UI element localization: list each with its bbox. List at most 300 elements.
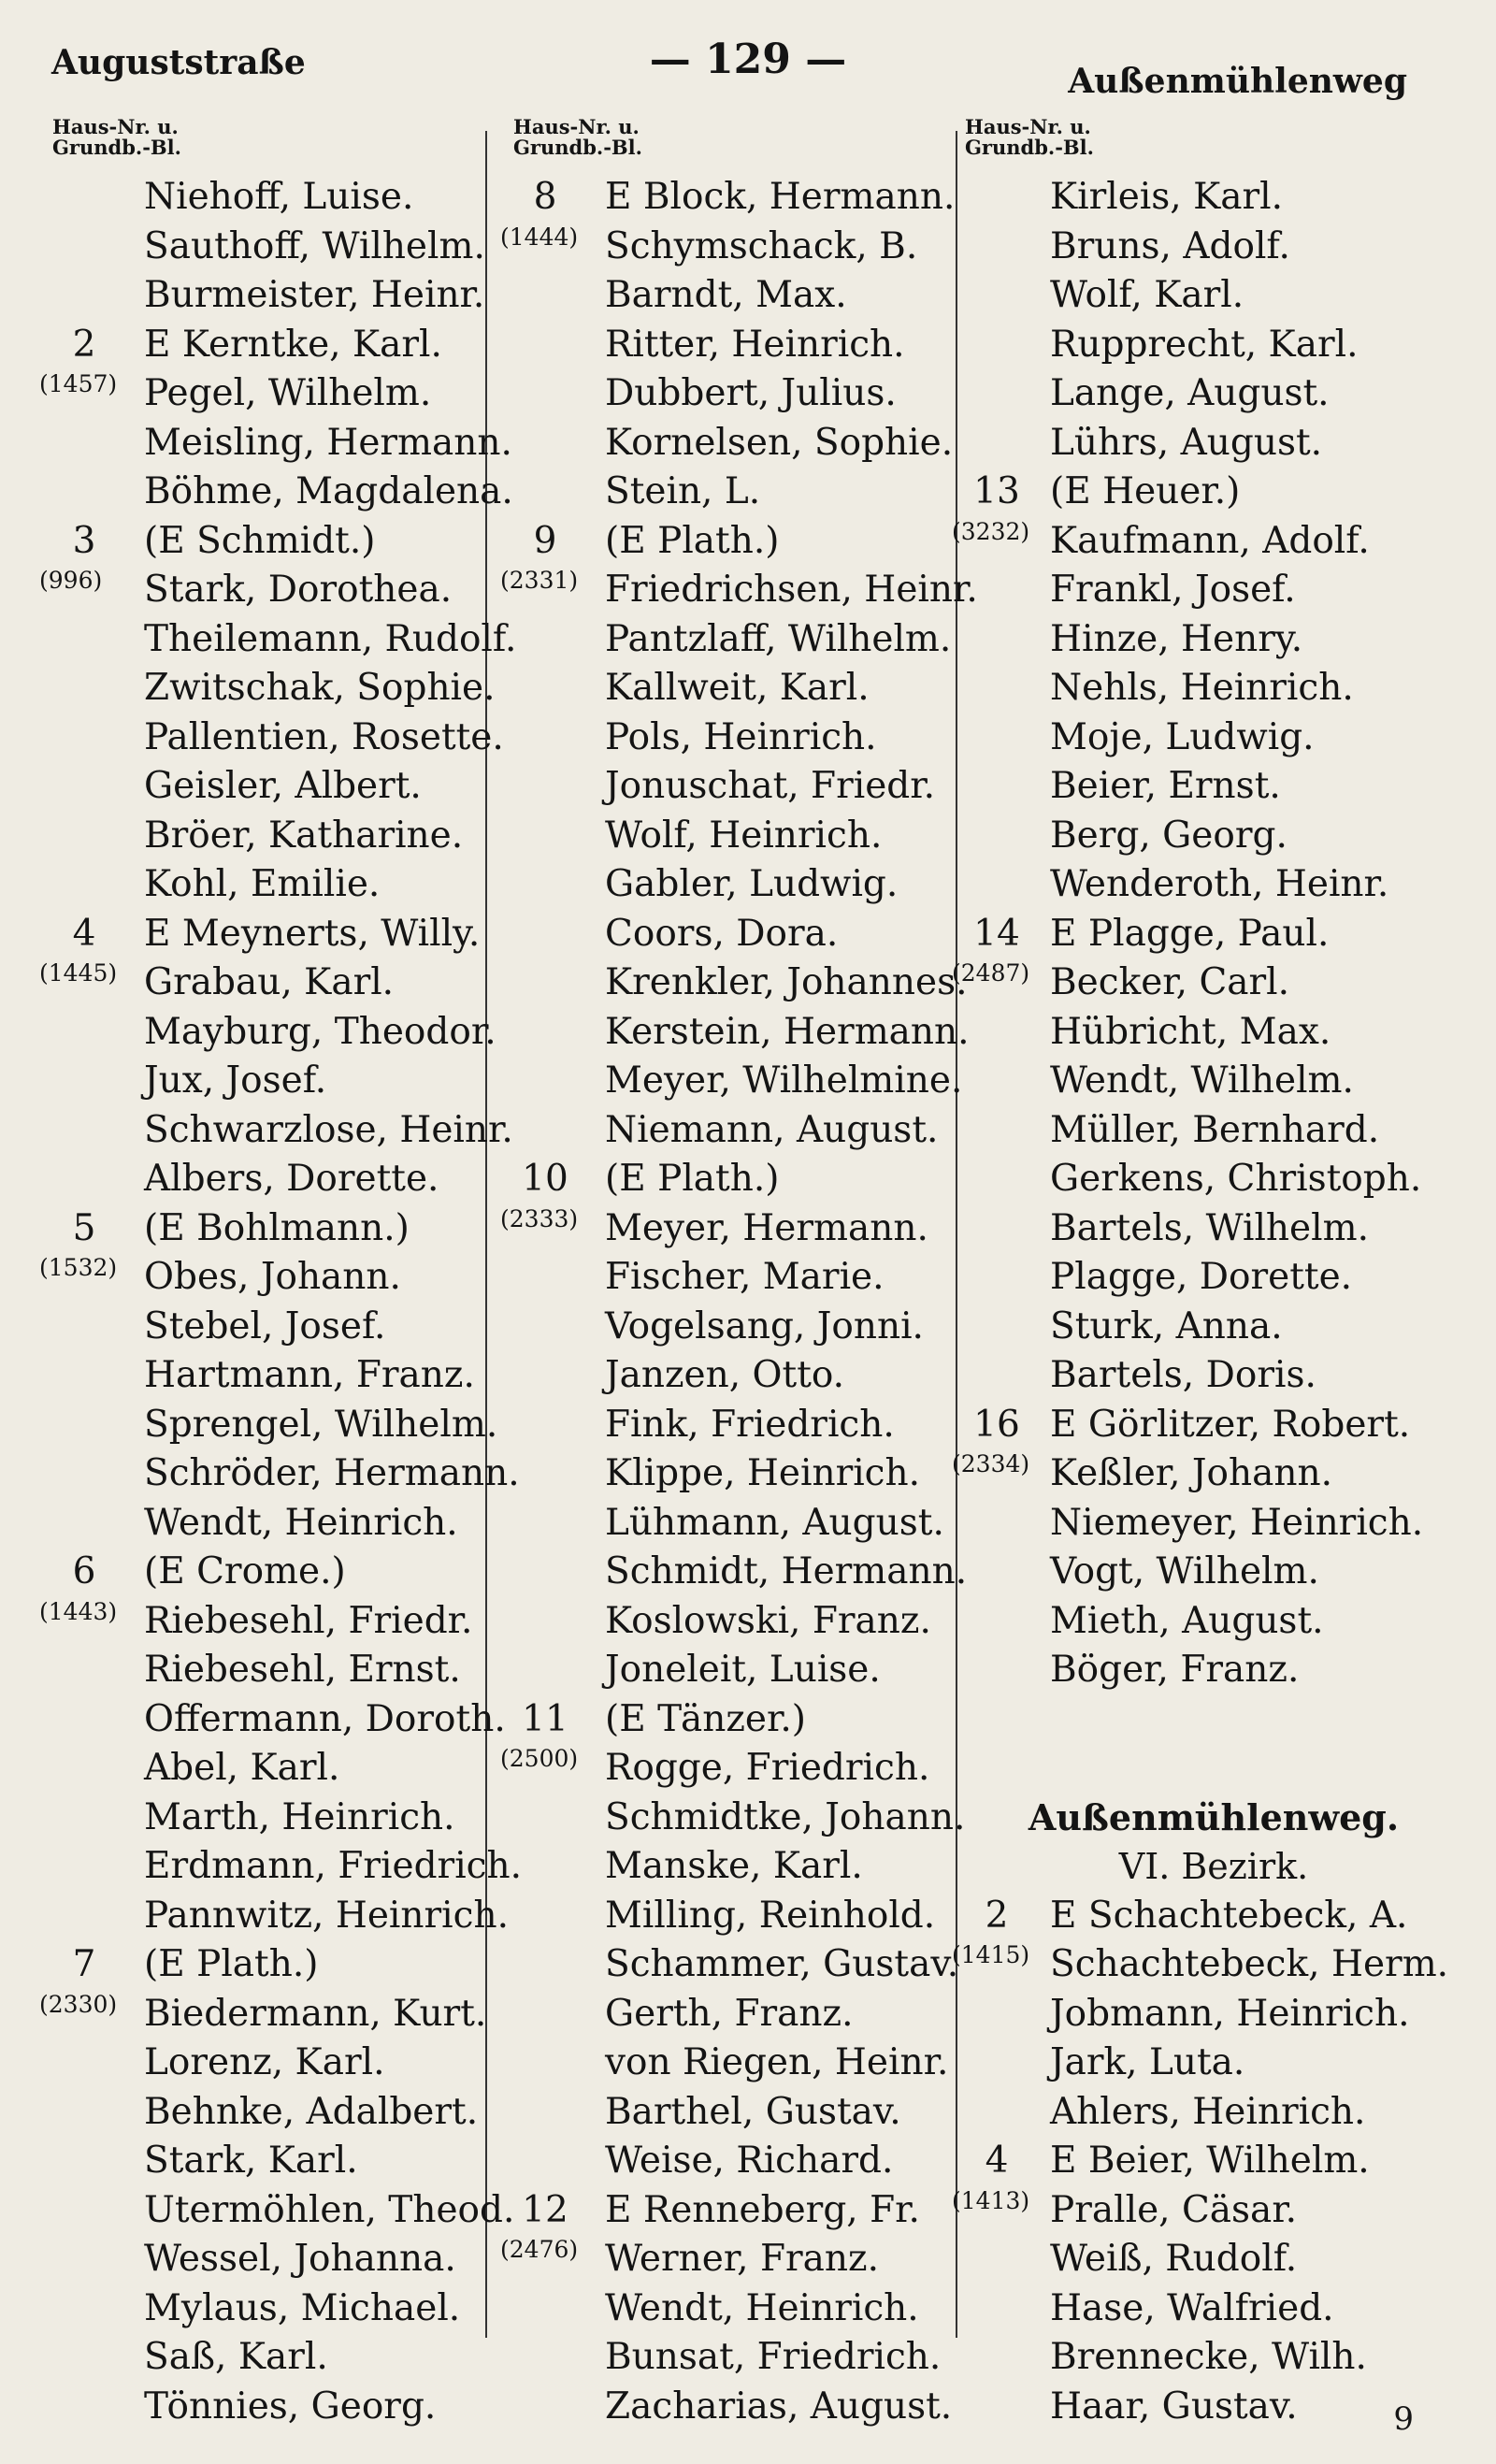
resident-name: Sauthoff, Wilhelm. <box>144 224 485 267</box>
directory-entry <box>39 1008 496 1058</box>
resident-name: Hinze, Henry. <box>1050 617 1303 660</box>
resident-name: Mylaus, Michael. <box>144 2286 461 2329</box>
directory-entry <box>500 468 949 517</box>
resident-name: Lange, August. <box>1050 372 1330 414</box>
resident-name: Meisling, Hermann. <box>144 421 512 464</box>
directory-column-2 <box>500 115 978 2431</box>
directory-entry <box>39 1057 488 1106</box>
directory-entry <box>500 1794 966 1843</box>
resident-name: Bruns, Adolf. <box>1050 224 1290 267</box>
resident-name: Zacharias, August. <box>605 2385 953 2428</box>
resident-name: E Meynerts, Willy. <box>144 912 481 955</box>
resident-name: Nehls, Heinrich. <box>1050 667 1354 709</box>
directory-entry <box>952 1253 1475 1303</box>
grundbuch-number: (2330) <box>39 1990 118 2018</box>
directory-entry <box>39 517 488 567</box>
directory-entry <box>39 1253 488 1303</box>
house-number: 4 <box>985 2140 1009 2182</box>
directory-entry <box>952 812 1475 861</box>
resident-name: Wendt, Heinrich. <box>144 1501 458 1544</box>
page-header <box>0 36 1496 101</box>
column-header: Haus-Nr. u. Grundb.-Bl. <box>52 115 181 159</box>
directory-entry <box>500 1892 949 1941</box>
grundbuch-number: (3232) <box>952 517 1030 545</box>
directory-entry <box>500 1449 949 1499</box>
grundbuch-number: (1445) <box>39 959 118 987</box>
house-number: 4 <box>72 912 96 955</box>
directory-entry <box>500 1401 949 1450</box>
resident-name: Sprengel, Wilhelm. <box>144 1403 498 1446</box>
resident-name: Becker, Carl. <box>1050 961 1290 1003</box>
resident-name: E Plagge, Paul. <box>1050 912 1330 955</box>
directory-entry <box>500 2333 949 2383</box>
resident-name: E Renneberg, Fr. <box>605 2188 920 2231</box>
resident-name: Milling, Reinhold. <box>605 1894 936 1937</box>
directory-entry <box>39 271 488 321</box>
resident-name: (E Bohlmann.) <box>144 1206 410 1249</box>
directory-entry <box>952 321 1475 370</box>
resident-name: Utermöhlen, Theod. <box>144 2188 515 2231</box>
directory-entry <box>39 419 512 468</box>
directory-entry <box>952 1990 1475 2039</box>
directory-entry <box>500 1597 949 1647</box>
resident-name: Werner, Franz. <box>605 2238 879 2280</box>
directory-entry <box>500 2137 949 2186</box>
directory-entry <box>500 1842 949 1892</box>
grundbuch-number: (2333) <box>500 1204 579 1232</box>
directory-entry <box>952 1597 1475 1647</box>
resident-name: Brennecke, Wilh. <box>1050 2336 1367 2378</box>
resident-name: Haar, Gustav. <box>1050 2385 1298 2428</box>
grundbuch-number: (2487) <box>952 959 1030 987</box>
directory-entry <box>39 2284 488 2334</box>
resident-name: Keßler, Johann. <box>1050 1452 1333 1494</box>
resident-name: Obes, Johann. <box>144 1256 401 1298</box>
resident-name: Saß, Karl. <box>144 2336 328 2378</box>
directory-entry <box>952 566 1475 615</box>
resident-name: Erdmann, Friedrich. <box>144 1845 523 1887</box>
resident-name: Geisler, Albert. <box>144 765 422 807</box>
resident-name: Schmidtke, Johann. <box>605 1795 966 1838</box>
resident-name: Bartels, Doris. <box>1050 1354 1316 1396</box>
resident-name: Koslowski, Franz. <box>605 1599 931 1642</box>
grundbuch-number: (996) <box>39 567 103 594</box>
directory-entry <box>500 1253 949 1303</box>
directory-entry <box>39 1597 488 1647</box>
directory-entry <box>952 1892 1475 1941</box>
house-number: 11 <box>522 1697 568 1740</box>
directory-entry <box>500 1204 949 1254</box>
grundbuch-number: (1532) <box>39 1254 118 1281</box>
resident-name: Pallentien, Rosette. <box>144 715 504 758</box>
resident-name: Zwitschak, Sophie. <box>144 667 496 709</box>
column-header: Haus-Nr. u. Grundb.-Bl. <box>513 115 642 159</box>
resident-name: E Görlitzer, Robert. <box>1050 1403 1411 1446</box>
directory-entry <box>39 2088 488 2138</box>
grundbuch-number: (1443) <box>39 1597 118 1625</box>
grundbuch-number: (2476) <box>500 2236 579 2263</box>
resident-name: Stein, L. <box>605 470 761 512</box>
directory-entry <box>500 1008 970 1058</box>
directory-entry <box>500 1351 949 1401</box>
resident-name: Kirleis, Karl. <box>1050 176 1283 218</box>
resident-name: (E Plath.) <box>605 1158 780 1200</box>
directory-entry <box>500 2284 949 2334</box>
directory-entry <box>500 369 949 419</box>
directory-entry <box>39 173 488 223</box>
directory-entry <box>952 762 1475 812</box>
resident-name: Jux, Josef. <box>144 1059 327 1102</box>
directory-entry <box>952 1646 1475 1695</box>
directory-entry <box>39 2383 488 2432</box>
directory-entry <box>952 1106 1475 1156</box>
directory-entry <box>952 2186 1475 2236</box>
directory-entry <box>952 860 1475 910</box>
resident-name: Frankl, Josef. <box>1050 569 1296 611</box>
directory-entry <box>952 910 1475 959</box>
resident-name: Weise, Richard. <box>605 2140 894 2182</box>
resident-name: Jark, Luta. <box>1050 2041 1245 2083</box>
resident-name: Kaufmann, Adolf. <box>1050 519 1370 562</box>
resident-name: Barthel, Gustav. <box>605 2090 901 2133</box>
resident-name: Dubbert, Julius. <box>605 372 897 414</box>
directory-entry <box>39 1646 488 1695</box>
directory-entry <box>39 2137 488 2186</box>
house-number: 13 <box>973 470 1020 512</box>
resident-name: (E Plath.) <box>144 1943 319 1985</box>
directory-entry <box>39 369 488 419</box>
resident-name: Schwarzlose, Heinr. <box>144 1108 513 1151</box>
resident-name: Berg, Georg. <box>1050 814 1287 857</box>
resident-name: Behnke, Adalbert. <box>144 2090 479 2133</box>
directory-entry <box>39 566 488 615</box>
resident-name: Joneleit, Luise. <box>605 1649 881 1691</box>
directory-column-3 <box>952 117 1475 2431</box>
directory-entry <box>39 2186 515 2236</box>
resident-name: Grabau, Karl. <box>144 961 395 1003</box>
resident-name: (E Tänzer.) <box>605 1697 806 1740</box>
resident-name: Kohl, Emilie. <box>144 863 381 905</box>
resident-name: Fischer, Marie. <box>605 1256 885 1298</box>
resident-name: Fink, Friedrich. <box>605 1403 895 1446</box>
directory-entry <box>500 2383 953 2432</box>
directory-entry <box>952 2333 1475 2383</box>
directory-entry <box>39 1695 506 1745</box>
directory-entry <box>952 2235 1475 2284</box>
directory-entry <box>952 958 1475 1008</box>
directory-entry <box>39 762 488 812</box>
resident-name: Vogelsang, Jonni. <box>605 1304 924 1347</box>
resident-name: Friedrichsen, Heinr. <box>605 569 978 611</box>
directory-entry <box>500 1106 949 1156</box>
directory-entry <box>39 223 488 272</box>
resident-name: Gerkens, Christoph. <box>1050 1158 1422 1200</box>
resident-name: Bröer, Katharine. <box>144 814 464 857</box>
resident-name: Manske, Karl. <box>605 1845 863 1887</box>
house-number: 5 <box>72 1206 96 1249</box>
directory-entry <box>500 1646 949 1695</box>
directory-entry <box>39 958 488 1008</box>
resident-name: Böger, Franz. <box>1050 1649 1300 1691</box>
directory-entry <box>39 2039 488 2088</box>
grundbuch-number: (1457) <box>39 370 118 397</box>
directory-entry <box>39 713 504 763</box>
directory-entry <box>952 1401 1475 1450</box>
resident-name: Ahlers, Heinrich. <box>1050 2090 1366 2133</box>
resident-name: Albers, Dorette. <box>144 1158 439 1200</box>
directory-entry <box>952 1008 1475 1058</box>
resident-name: Kerstein, Hermann. <box>605 1010 970 1053</box>
directory-entry <box>500 2088 949 2138</box>
directory-entry <box>952 271 1475 321</box>
house-number: 6 <box>72 1550 96 1592</box>
signature-mark: 9 <box>1393 2400 1414 2438</box>
resident-name: Schammer, Gustav. <box>605 1943 959 1985</box>
directory-entry <box>952 2088 1475 2138</box>
resident-name: Weiß, Rudolf. <box>1050 2238 1298 2280</box>
resident-name: Barndt, Max. <box>605 274 847 316</box>
resident-name: Marth, Heinrich. <box>144 1795 455 1838</box>
directory-entry <box>39 468 513 517</box>
house-number: 8 <box>533 176 557 218</box>
house-number: 16 <box>973 1403 1020 1446</box>
directory-entry <box>952 713 1475 763</box>
directory-entry <box>500 223 949 272</box>
directory-entry <box>500 321 949 370</box>
directory-entry <box>500 1744 949 1794</box>
directory-entry <box>39 664 496 713</box>
resident-name: Burmeister, Heinr. <box>144 274 485 316</box>
directory-entry <box>39 1794 488 1843</box>
grundbuch-number: (2334) <box>952 1450 1030 1477</box>
resident-name: Kallweit, Karl. <box>605 667 870 709</box>
directory-entry <box>39 860 488 910</box>
resident-name: Wenderoth, Heinr. <box>1050 863 1389 905</box>
directory-entry <box>500 664 949 713</box>
resident-name: Gerth, Franz. <box>605 1992 854 2035</box>
resident-name: von Riegen, Heinr. <box>605 2041 949 2083</box>
directory-entry <box>500 860 949 910</box>
house-number: 14 <box>973 912 1020 955</box>
resident-name: Stark, Dorothea. <box>144 569 453 611</box>
resident-name: Lühmann, August. <box>605 1501 944 1544</box>
directory-entry <box>39 1990 488 2039</box>
directory-entry <box>500 713 949 763</box>
directory-entry <box>952 1499 1475 1549</box>
house-number: 7 <box>72 1943 96 1985</box>
resident-name: Jobmann, Heinrich. <box>1050 1992 1410 2035</box>
directory-entry <box>39 1401 498 1450</box>
resident-name: Mayburg, Theodor. <box>144 1010 496 1053</box>
resident-name: Meyer, Wilhelmine. <box>605 1059 963 1102</box>
resident-name: Tönnies, Georg. <box>144 2385 437 2428</box>
grundbuch-number: (1413) <box>952 2186 1030 2214</box>
resident-name: Riebesehl, Friedr. <box>144 1599 473 1642</box>
resident-name: Kornelsen, Sophie. <box>605 421 954 464</box>
resident-name: Pegel, Wilhelm. <box>144 372 432 414</box>
resident-name: Stark, Karl. <box>144 2140 358 2182</box>
resident-name: Rogge, Friedrich. <box>605 1747 930 1789</box>
resident-name: Schmidt, Hermann. <box>605 1550 968 1592</box>
directory-entry <box>500 1303 949 1352</box>
directory-entry <box>39 1744 488 1794</box>
resident-name: Niemeyer, Heinrich. <box>1050 1501 1424 1544</box>
resident-name: Gabler, Ludwig. <box>605 863 899 905</box>
directory-entry <box>952 2284 1475 2334</box>
grundbuch-number: (1415) <box>952 1941 1030 1968</box>
resident-name: Bunsat, Friedrich. <box>605 2336 942 2378</box>
running-head-left: Auguststraße <box>51 43 306 82</box>
directory-entry <box>952 223 1475 272</box>
directory-entry <box>500 2039 949 2088</box>
resident-name: Wendt, Heinrich. <box>605 2286 919 2329</box>
resident-name: Niehoff, Luise. <box>144 176 414 218</box>
directory-entry <box>500 910 949 959</box>
resident-name: Pantzlaff, Wilhelm. <box>605 617 952 660</box>
resident-name: Schachtebeck, Herm. <box>1050 1943 1449 1985</box>
directory-entry <box>952 2039 1475 2088</box>
directory-entry <box>39 1449 520 1499</box>
grundbuch-number: (2331) <box>500 567 579 594</box>
resident-name: Schymschack, B. <box>605 224 918 267</box>
column-header: Haus-Nr. u. Grundb.-Bl. <box>965 115 1094 159</box>
directory-entry <box>500 812 949 861</box>
resident-name: Moje, Ludwig. <box>1050 715 1315 758</box>
resident-name: (E Schmidt.) <box>144 519 376 562</box>
directory-entry <box>952 1940 1475 1990</box>
resident-name: E Beier, Wilhelm. <box>1050 2140 1370 2182</box>
directory-entry <box>952 1155 1475 1204</box>
resident-name: Krenkler, Johannes. <box>605 961 968 1003</box>
resident-name: Riebesehl, Ernst. <box>144 1649 461 1691</box>
house-number: 2 <box>985 1894 1009 1937</box>
directory-entry <box>952 173 1475 223</box>
directory-entry <box>500 1499 949 1549</box>
section-spacer <box>952 1695 1475 1794</box>
resident-name: Bartels, Wilhelm. <box>1050 1206 1369 1249</box>
resident-name: Hartmann, Franz. <box>144 1354 475 1396</box>
directory-entry <box>39 615 517 665</box>
grundbuch-number: (2500) <box>500 1745 579 1772</box>
resident-name: Meyer, Hermann. <box>605 1206 928 1249</box>
resident-name: Wessel, Johanna. <box>144 2238 456 2280</box>
resident-name: Wolf, Karl. <box>1050 274 1244 316</box>
directory-entry <box>952 517 1475 567</box>
directory-entry <box>952 1351 1475 1401</box>
directory-entry <box>39 1499 488 1549</box>
house-number: 3 <box>72 519 96 562</box>
resident-name: E Kerntke, Karl. <box>144 323 442 366</box>
resident-name: Mieth, August. <box>1050 1599 1324 1642</box>
resident-name: Vogt, Wilhelm. <box>1050 1550 1319 1592</box>
resident-name: E Schachtebeck, A. <box>1050 1894 1408 1937</box>
directory-entry <box>952 2137 1475 2186</box>
resident-name: Theilemann, Rudolf. <box>144 617 517 660</box>
resident-name: Biedermann, Kurt. <box>144 1992 487 2035</box>
directory-entry <box>952 369 1475 419</box>
house-number: 2 <box>72 323 96 366</box>
section-title: Außenmühlenweg. <box>1028 1795 1400 1838</box>
resident-name: Beier, Ernst. <box>1050 765 1281 807</box>
directory-entry <box>952 615 1475 665</box>
resident-name: Hase, Walfried. <box>1050 2286 1334 2329</box>
resident-name: Wendt, Wilhelm. <box>1050 1059 1354 1102</box>
directory-entry <box>500 615 952 665</box>
directory-entry <box>500 1940 959 1990</box>
directory-entry <box>39 812 488 861</box>
running-head-right: Außenmühlenweg <box>1068 62 1407 101</box>
resident-name: Schröder, Hermann. <box>144 1452 520 1494</box>
directory-entry <box>952 1548 1475 1597</box>
directory-entry <box>500 419 954 468</box>
resident-name: Klippe, Heinrich. <box>605 1452 921 1494</box>
resident-name: Niemann, August. <box>605 1108 939 1151</box>
directory-entry <box>39 1892 509 1941</box>
directory-entry <box>952 1449 1475 1499</box>
house-number: 10 <box>522 1158 568 1200</box>
resident-name: Lorenz, Karl. <box>144 2041 385 2083</box>
directory-entry <box>39 2235 488 2284</box>
resident-name: Offermann, Doroth. <box>144 1697 506 1740</box>
directory-entry <box>500 2235 949 2284</box>
directory-entry <box>952 1204 1475 1254</box>
directory-entry <box>952 1303 1475 1352</box>
resident-name: Pols, Heinrich. <box>605 715 877 758</box>
resident-name: Müller, Bernhard. <box>1050 1108 1380 1151</box>
directory-entry <box>500 1548 968 1597</box>
resident-name: Hübricht, Max. <box>1050 1010 1331 1053</box>
directory-entry <box>39 1155 488 1204</box>
directory-entry <box>500 1990 949 2039</box>
resident-name: (E Plath.) <box>605 519 780 562</box>
resident-name: Wolf, Heinrich. <box>605 814 883 857</box>
directory-entry <box>39 1303 488 1352</box>
directory-entry <box>39 2333 488 2383</box>
resident-name: Pralle, Cäsar. <box>1050 2188 1298 2231</box>
section-subtitle: VI. Bezirk. <box>1118 1846 1309 1887</box>
resident-name: Böhme, Magdalena. <box>144 470 513 512</box>
house-number: 9 <box>533 519 557 562</box>
directory-entry <box>500 762 949 812</box>
resident-name: Sturk, Anna. <box>1050 1304 1283 1347</box>
page-number: — 129 — <box>649 36 847 83</box>
directory-entry <box>500 1057 963 1106</box>
resident-name: Janzen, Otto. <box>605 1354 845 1396</box>
directory-entry <box>952 664 1475 713</box>
directory-entry <box>39 1106 513 1156</box>
directory-entry <box>39 1351 488 1401</box>
directory-entry <box>500 271 949 321</box>
resident-name: Rupprecht, Karl. <box>1050 323 1359 366</box>
directory-entry <box>500 566 978 615</box>
directory-entry <box>952 1057 1475 1106</box>
resident-name: Plagge, Dorette. <box>1050 1256 1353 1298</box>
directory-entry <box>500 958 968 1008</box>
directory-column-1 <box>39 115 523 2431</box>
resident-name: Jonuschat, Friedr. <box>605 765 936 807</box>
resident-name: Lührs, August. <box>1050 421 1323 464</box>
directory-entry <box>952 468 1475 517</box>
resident-name: Ritter, Heinrich. <box>605 323 905 366</box>
grundbuch-number: (1444) <box>500 223 579 251</box>
directory-entry <box>39 1842 523 1892</box>
resident-name: (E Crome.) <box>144 1550 346 1592</box>
resident-name: Pannwitz, Heinrich. <box>144 1894 509 1937</box>
resident-name: Abel, Karl. <box>144 1747 340 1789</box>
resident-name: E Block, Hermann. <box>605 176 956 218</box>
resident-name: (E Heuer.) <box>1050 470 1241 512</box>
directory-entry <box>952 419 1475 468</box>
